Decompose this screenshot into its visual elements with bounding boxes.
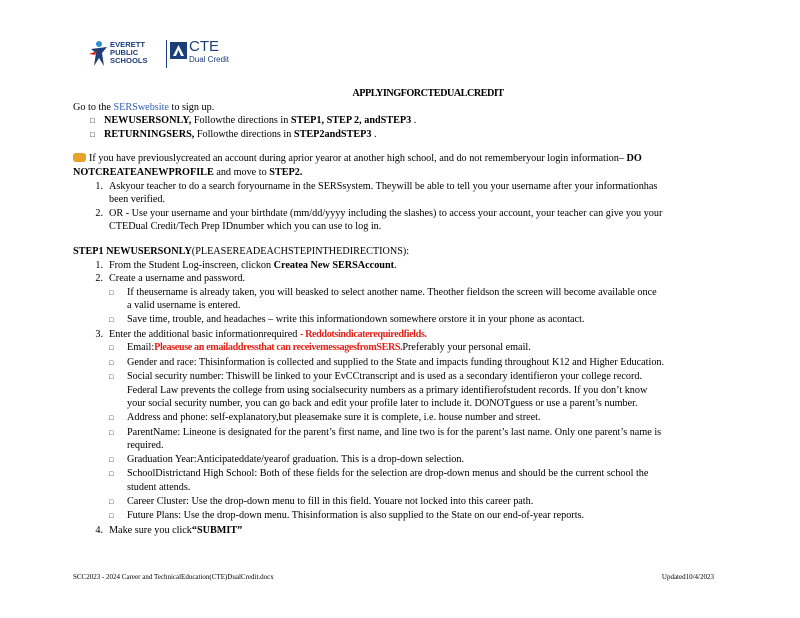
bullet-icon: □ xyxy=(109,344,114,353)
sub-list-item: □ Gender and race: Thisinformation is collected and supplied to the State and impacts funding throughout K12 and Higher Education. xyxy=(109,356,733,371)
step1-heading: STEP1 NEWUSERSONLY(PLEASEREADEACHSTEPINTHEDIRECTIONS): xyxy=(73,245,410,257)
logo-divider xyxy=(166,40,167,68)
list-item-new-users: □ NEWUSERSONLY, Followthe directions in STEP1, STEP 2, andSTEP3 . xyxy=(90,115,417,127)
sub-list-item: □ If theusername is already taken, you will beasked to select another name. Theother fieldson the screen will become available once a valid username is entered. xyxy=(109,286,657,312)
bullet-icon: □ xyxy=(109,315,114,324)
bullet-icon: □ xyxy=(109,512,114,521)
sub-list-item: □ ParentName: Lineone is designated for the parent’s first name, and line two is for the parent’s last name. Only one parent’s name is required. xyxy=(109,426,662,452)
dual-credit-logo-text: Dual Credit xyxy=(189,55,230,64)
sub-list-item: □ Social security number: Thiswill be linked to your EvCCtranscript and is used as a secondary identifieron your college record. Federal Law prevents the college from using socialsecurity numbers as a primary identifierofstudent records. If you don’t know your social security number, you can go back and edit your profile later to include it. DONOTguess or use a parent’s number. xyxy=(109,371,648,410)
cte-logo-text: CTE xyxy=(189,38,219,55)
bullet-icon: □ xyxy=(109,358,114,367)
cte-badge-icon xyxy=(170,42,187,59)
list-item: 4. Make sure you click“SUBMIT” xyxy=(95,524,243,536)
bullet-icon: □ xyxy=(90,129,95,139)
list-item: 2. Create a username and password. xyxy=(95,273,246,285)
bullet-icon: □ xyxy=(109,373,114,382)
pointing-hand-icon xyxy=(73,153,86,162)
sub-list-item-email: □ Email:Pleaseuse an emailaddressthat can receivemessagesfromSERS.Preferably your personal email. xyxy=(109,341,733,356)
intro-line: Go to the SERSwebsite to sign up. xyxy=(73,101,215,113)
bullet-icon: □ xyxy=(109,497,114,506)
bullet-icon: □ xyxy=(109,288,114,297)
sub-list-item: □ Address and phone: self-explanatory,but pleasemake sure it is complete, i.e. house number and street. xyxy=(109,411,733,426)
eps-figure-logo-icon xyxy=(88,40,110,68)
list-item-returning-users: □ RETURNINGSERS, Followthe directions in STEP2andSTEP3 . xyxy=(90,128,377,140)
list-item: 1. From the Student Log-inscreen, clickon Createa New SERSAccount. xyxy=(95,259,397,271)
sub-list-item: □ Save time, trouble, and headaches – write this informationdown somewhere orstore it in your phone as acontact. xyxy=(109,313,733,328)
note-line-2: NOTCREATEANEWPROFILE and move to STEP2. xyxy=(73,166,303,178)
list-item: 1. Askyour teacher to do a search foryourname in the SERSsystem. Theywill be able to tell you your username after your informationhas been verified. xyxy=(95,180,658,206)
sub-list-item: □ SchoolDistrictand High School: Both of these fields for the selection are drop-down menus and should be the current school the student attends. xyxy=(109,468,649,494)
bullet-icon: □ xyxy=(109,455,114,464)
page-title: APPLYINGFORCTEDUALCREDIT xyxy=(352,88,504,99)
sers-website-link[interactable]: SERSwebsite xyxy=(113,101,169,113)
eps-wordmark: EVERETT PUBLIC SCHOOLS xyxy=(110,40,148,66)
list-item: 2. OR - Use your username and your birthdate (mm/dd/yyyy including the slashes) to access your account, your teacher can give you your CTEDual Credit/Tech Prep IDnumber which you can use to log in. xyxy=(95,207,663,233)
bullet-icon: □ xyxy=(90,116,95,126)
bullet-icon: □ xyxy=(109,428,114,437)
bullet-icon: □ xyxy=(109,470,114,479)
bullet-icon: □ xyxy=(109,414,114,423)
sub-list-item: □ Future Plans: Use the drop-down menu. Thisinformation is also supplied to the State on our end-of-year reports. xyxy=(109,509,733,524)
sub-list-item: □ Graduation Year:Anticipateddate/yearof graduation. This is a drop-down selection. xyxy=(109,453,733,468)
list-item: 3. Enter the additional basic informationrequired - Reddotsindicaterequiredfields. xyxy=(95,328,427,340)
footer-filename: SCC2023 - 2024 Career and TechnicalEducation(CTE)DualCredit.docx xyxy=(73,573,274,581)
sub-list-item: □ Career Cluster: Use the drop-down menu to fill in this field. Youare not locked into this career path. xyxy=(109,495,733,510)
document-body xyxy=(73,87,733,537)
footer-updated-date: Updated10/4/2023 xyxy=(661,573,714,581)
note-line-1: If you have previouslycreated an account during aprior yearor at another high school, and do not rememberyour login information– DO xyxy=(73,152,733,166)
